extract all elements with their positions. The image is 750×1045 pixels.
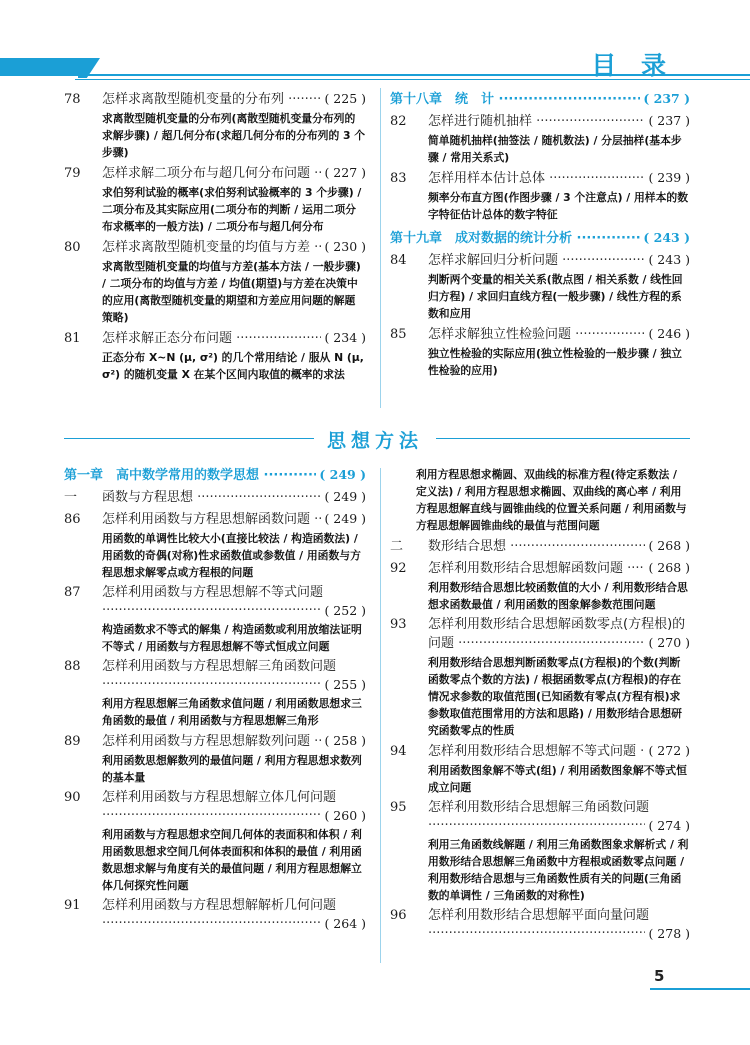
- toc-entry-description: 求离散型随机变量的分布列(离散型随机变量分布列的求解步骤) / 超几何分布(求超几何分布的分布列的 3 个步骤): [102, 112, 366, 159]
- entry-number: 81: [64, 331, 81, 346]
- toc-entry[interactable]: [64, 488, 366, 507]
- toc-entry-description: 求离散型随机变量的均值与方差(基本方法 / 一般步骤) / 二项分布的均值与方差 / 均值(期望)与方差在决策中的应用(离散型随机变量的期望和方差应用问题的解题策略): [102, 260, 361, 324]
- entry-title: 怎样求离散型随机变量的分布列 ·····: [102, 91, 321, 109]
- toc-entry-page-line: [390, 925, 690, 943]
- entry-title: 怎样利用函数与方程思想解不等式问题: [102, 585, 324, 600]
- entry-number: 96: [390, 908, 407, 923]
- chapter-page: ( 243 ): [643, 230, 690, 245]
- entry-page: ( 227 ): [324, 165, 366, 180]
- toc-entry-line: [64, 732, 366, 751]
- toc-entry[interactable]: [390, 537, 690, 556]
- toc-column-bottom-right: [390, 466, 690, 943]
- chapter-title: 第十八章 统 计 ·····: [390, 91, 640, 109]
- chapter-page: ( 237 ): [643, 91, 690, 106]
- entry-number: 95: [390, 800, 407, 815]
- toc-column-top-right: [390, 90, 690, 379]
- toc-entry-page-line: [64, 676, 366, 694]
- entry-title-line1: 怎样利用数形结合思想解函数零点(方程根)的: [428, 617, 686, 632]
- entry-number: 79: [64, 166, 81, 181]
- toc-entry-page-line: [64, 915, 366, 933]
- toc-entry-description: 判断两个变量的相关关系(散点图 / 相关系数 / 线性回归方程) / 求回归直线方程(一般步骤) / 线性方程的系数和应用: [428, 273, 683, 320]
- toc-entry[interactable]: [390, 742, 690, 796]
- footer-rule: [650, 988, 750, 990]
- toc-entry-line: [390, 229, 690, 248]
- entry-page: ( 239 ): [648, 170, 690, 185]
- toc-chapter[interactable]: [64, 466, 366, 485]
- leader-dots: [428, 925, 645, 943]
- toc-entry-description: 用函数的单调性比较大小(直接比较法 / 构造函数法) / 用函数的奇偶(对称)性求函数值或参数值 / 用函数与方程思想求解零点或方程根的问题: [102, 532, 361, 579]
- entry-title: 怎样利用函数与方程思想解函数问题 ·····: [102, 511, 321, 529]
- toc-entry[interactable]: [64, 732, 366, 786]
- page-title: 目 录: [591, 51, 674, 80]
- toc-entry-page-line: [64, 602, 366, 620]
- entry-number: 78: [64, 92, 81, 107]
- toc-entry-line2: [390, 634, 690, 653]
- toc-entry-description: 利用函数思想解数列的最值问题 / 利用方程思想求数列的基本量: [102, 754, 362, 784]
- entry-title: 数形结合思想 ·····: [428, 538, 645, 556]
- toc-entry-description: 利用函数与方程思想求空间几何体的表面积和体积 / 利用函数思想求空间几何体表面积和体积的最值 / 利用函数思想求解与角度有关的最值问题 / 利用方程思想解立体几何探究性问题: [102, 828, 362, 892]
- entry-page: ( 237 ): [648, 113, 690, 128]
- toc-entry-line: [64, 510, 366, 529]
- entry-title: 怎样利用数形结合思想解函数问题 ·····: [428, 560, 645, 578]
- toc-entry[interactable]: [64, 90, 366, 161]
- entry-title: 怎样利用数形结合思想解三角函数问题: [428, 800, 650, 815]
- entry-page: ( 246 ): [648, 326, 690, 341]
- toc-entry-line: [64, 90, 366, 109]
- toc-column-top-left: [64, 90, 366, 383]
- toc-entry-line: [390, 169, 690, 188]
- toc-chapter[interactable]: [390, 90, 690, 109]
- entry-page: ( 230 ): [324, 239, 366, 254]
- entry-number: 83: [390, 171, 407, 186]
- toc-entry-line: [390, 742, 690, 761]
- toc-entry-description: 正态分布 X~N (μ, σ²) 的几个常用结论 / 服从 N (μ, σ²) 的随机变量 X 在某个区间内取值的概率的求法: [102, 351, 364, 381]
- toc-entry-description: 利用方程思想解三角函数求值问题 / 利用函数思想求三角函数的最值 / 利用函数与方程思想解三角形: [102, 697, 362, 727]
- entry-title: 怎样利用函数与方程思想解立体几何问题: [102, 790, 337, 805]
- toc-entry-description: 构造函数求不等式的解集 / 构造函数或利用放缩法证明不等式 / 用函数与方程思想解不等式恒成立问题: [102, 623, 362, 653]
- entry-page: ( 258 ): [324, 733, 366, 748]
- entry-page: ( 255 ): [324, 677, 366, 692]
- toc-entry[interactable]: [64, 897, 366, 933]
- toc-column-bottom-left: [64, 466, 366, 933]
- toc-entry-line: [64, 584, 366, 602]
- toc-entry-description: 独立性检验的实际应用(独立性检验的一般步骤 / 独立性检验的应用): [428, 347, 682, 377]
- entry-title-line2: 问题 ·····: [428, 635, 645, 653]
- entry-title: 怎样利用函数与方程思想解数列问题 ·····: [102, 733, 321, 751]
- entry-number: 82: [390, 114, 407, 129]
- toc-entry[interactable]: [64, 584, 366, 655]
- toc-entry[interactable]: [390, 907, 690, 943]
- entry-page: ( 225 ): [324, 91, 366, 106]
- section-marker: 二: [390, 539, 404, 554]
- entry-number: 80: [64, 240, 81, 255]
- toc-entry-description: 简单随机抽样(抽签法 / 随机数法) / 分层抽样(基本步骤 / 常用关系式): [428, 134, 682, 164]
- toc-entry-description: 求伯努利试验的概率(求伯努利试验概率的 3 个步骤) / 二项分布及其实际应用(二项分布的判断 / 运用二项分布求概率的一般方法) / 二项分布与超几何分布: [102, 186, 362, 233]
- toc-entry[interactable]: [64, 238, 366, 326]
- toc-entry-line: [64, 329, 366, 348]
- toc-entry[interactable]: [64, 658, 366, 729]
- entry-title: 怎样利用函数与方程思想解解析几何问题: [102, 898, 337, 913]
- toc-entry[interactable]: [390, 559, 690, 613]
- chapter-title: 第十九章 成对数据的统计分析 ·····: [390, 230, 640, 248]
- entry-title: 怎样求解二项分布与超几何分布问题 ·····: [102, 165, 321, 183]
- entry-number: 88: [64, 659, 81, 674]
- toc-entry[interactable]: [390, 112, 690, 166]
- page-number: 5: [654, 967, 665, 985]
- entry-title: 函数与方程思想 ·····: [102, 489, 321, 507]
- toc-entry-line: [390, 325, 690, 344]
- entry-number: 93: [390, 617, 407, 632]
- entry-page: ( 272 ): [648, 743, 690, 758]
- toc-entry[interactable]: [390, 466, 690, 534]
- chapter-title: 第一章 高中数学常用的数学思想 ·····: [64, 467, 316, 485]
- entry-page: ( 243 ): [648, 252, 690, 267]
- entry-title: 怎样利用函数与方程思想解三角函数问题: [102, 659, 337, 674]
- toc-entry-line: [390, 112, 690, 131]
- toc-entry-page-line: [390, 817, 690, 835]
- entry-number: 85: [390, 327, 407, 342]
- column-divider-top: [380, 88, 381, 408]
- toc-entry[interactable]: [64, 329, 366, 383]
- entry-page: ( 268 ): [648, 538, 690, 553]
- column-divider-bottom: [380, 468, 381, 963]
- entry-number: 87: [64, 585, 81, 600]
- toc-entry-line: [64, 466, 366, 485]
- section-rule-right: [436, 438, 690, 439]
- entry-title: 怎样利用数形结合思想解平面向量问题: [428, 908, 650, 923]
- toc-entry-line: [390, 251, 690, 270]
- toc-entry-line: [390, 559, 690, 578]
- entry-title: 怎样用样本估计总体 ·····: [428, 170, 645, 188]
- entry-number: 90: [64, 790, 81, 805]
- toc-entry-description: 利用数形结合思想比较函数值的大小 / 利用数形结合思想求函数最值 / 利用函数的图象解参数范围问题: [428, 581, 688, 611]
- entry-page: ( 270 ): [648, 635, 690, 650]
- entry-page: ( 249 ): [324, 511, 366, 526]
- toc-entry[interactable]: [64, 164, 366, 235]
- entry-number: 89: [64, 734, 81, 749]
- entry-title: 怎样求离散型随机变量的均值与方差 ·····: [102, 239, 321, 257]
- entry-title: [428, 616, 690, 634]
- entry-title: 怎样求解回归分析问题 ·····: [428, 252, 645, 270]
- entry-number: 86: [64, 512, 81, 527]
- entry-number: 92: [390, 561, 407, 576]
- section-title: 思想方法: [326, 430, 423, 452]
- toc-entry-line: [390, 799, 690, 817]
- toc-entry[interactable]: [390, 169, 690, 223]
- leader-dots: [102, 602, 321, 620]
- toc-entry-line: [390, 537, 690, 556]
- toc-entry[interactable]: [390, 799, 690, 904]
- toc-entry-line: [64, 897, 366, 915]
- entry-page: ( 260 ): [324, 808, 366, 823]
- entry-page: ( 264 ): [324, 916, 366, 931]
- entry-page: ( 252 ): [324, 603, 366, 618]
- toc-entry[interactable]: [64, 789, 366, 894]
- entry-title: 怎样求解独立性检验问题 ·····: [428, 326, 645, 344]
- entry-page: ( 234 ): [324, 330, 366, 345]
- toc-entry-description: 利用数形结合思想判断函数零点(方程根)的个数(判断函数零点个数的方法) / 根据函数零点(方程根)的存在情况求参数的取值范围(已知函数有零点(方程有根)求参数取值范围常用的方法和思路) / 用数形结合思想研究函数零点的性质: [428, 656, 682, 737]
- leader-dots: [428, 817, 645, 835]
- toc-entry[interactable]: [64, 510, 366, 581]
- toc-entry-description: 利用三角函数线解题 / 利用三角函数图象求解析式 / 利用数形结合思想解三角函数中方程根或函数零点问题 / 利用数形结合思想与三角函数性质有关的问题(三角函数的单调性 / 三角函数的对称性): [428, 838, 689, 902]
- entry-page: ( 268 ): [648, 560, 690, 575]
- entry-number: 91: [64, 898, 81, 913]
- section-marker: 一: [64, 490, 78, 505]
- entry-title: 怎样求解正态分布问题 ·····: [102, 330, 321, 348]
- toc-entry-line: [64, 488, 366, 507]
- toc-entry-line: [64, 789, 366, 807]
- entry-page: ( 278 ): [648, 926, 690, 941]
- entry-title: 怎样利用数形结合思想解不等式问题 ·····: [428, 743, 645, 761]
- toc-entry-line: [64, 658, 366, 676]
- toc-entry-line: [390, 90, 690, 109]
- entry-page: ( 249 ): [324, 489, 366, 504]
- leader-dots: [102, 915, 321, 933]
- toc-entry[interactable]: [390, 251, 690, 322]
- entry-number: 84: [390, 253, 407, 268]
- entry-number: 94: [390, 744, 407, 759]
- leader-dots: [102, 676, 321, 694]
- toc-entry-line: [390, 616, 690, 634]
- toc-entry-description: 利用方程思想求椭圆、双曲线的标准方程(待定系数法 / 定义法) / 利用方程思想求椭圆、双曲线的离心率 / 利用方程思想解直线与圆锥曲线的位置关系问题 / 利用函数与方程思想解圆锥曲线的最值与范围问题: [416, 468, 687, 532]
- toc-entry-description: 频率分布直方图(作图步骤 / 3 个注意点) / 用样本的数字特征估计总体的数字特征: [428, 191, 688, 221]
- toc-entry-page-line: [64, 807, 366, 825]
- toc-chapter[interactable]: [390, 229, 690, 248]
- entry-page: ( 274 ): [648, 818, 690, 833]
- toc-entry-description: 利用函数图象解不等式(组) / 利用函数图象解不等式恒成立问题: [428, 764, 687, 794]
- toc-entry-line: [390, 907, 690, 925]
- chapter-page: ( 249 ): [319, 467, 366, 482]
- entry-title: 怎样进行随机抽样 ·····: [428, 113, 645, 131]
- toc-entry[interactable]: [390, 616, 690, 739]
- toc-entry-line: [64, 164, 366, 183]
- toc-entry-line: [64, 238, 366, 257]
- leader-dots: [102, 807, 321, 825]
- toc-entry[interactable]: [390, 325, 690, 379]
